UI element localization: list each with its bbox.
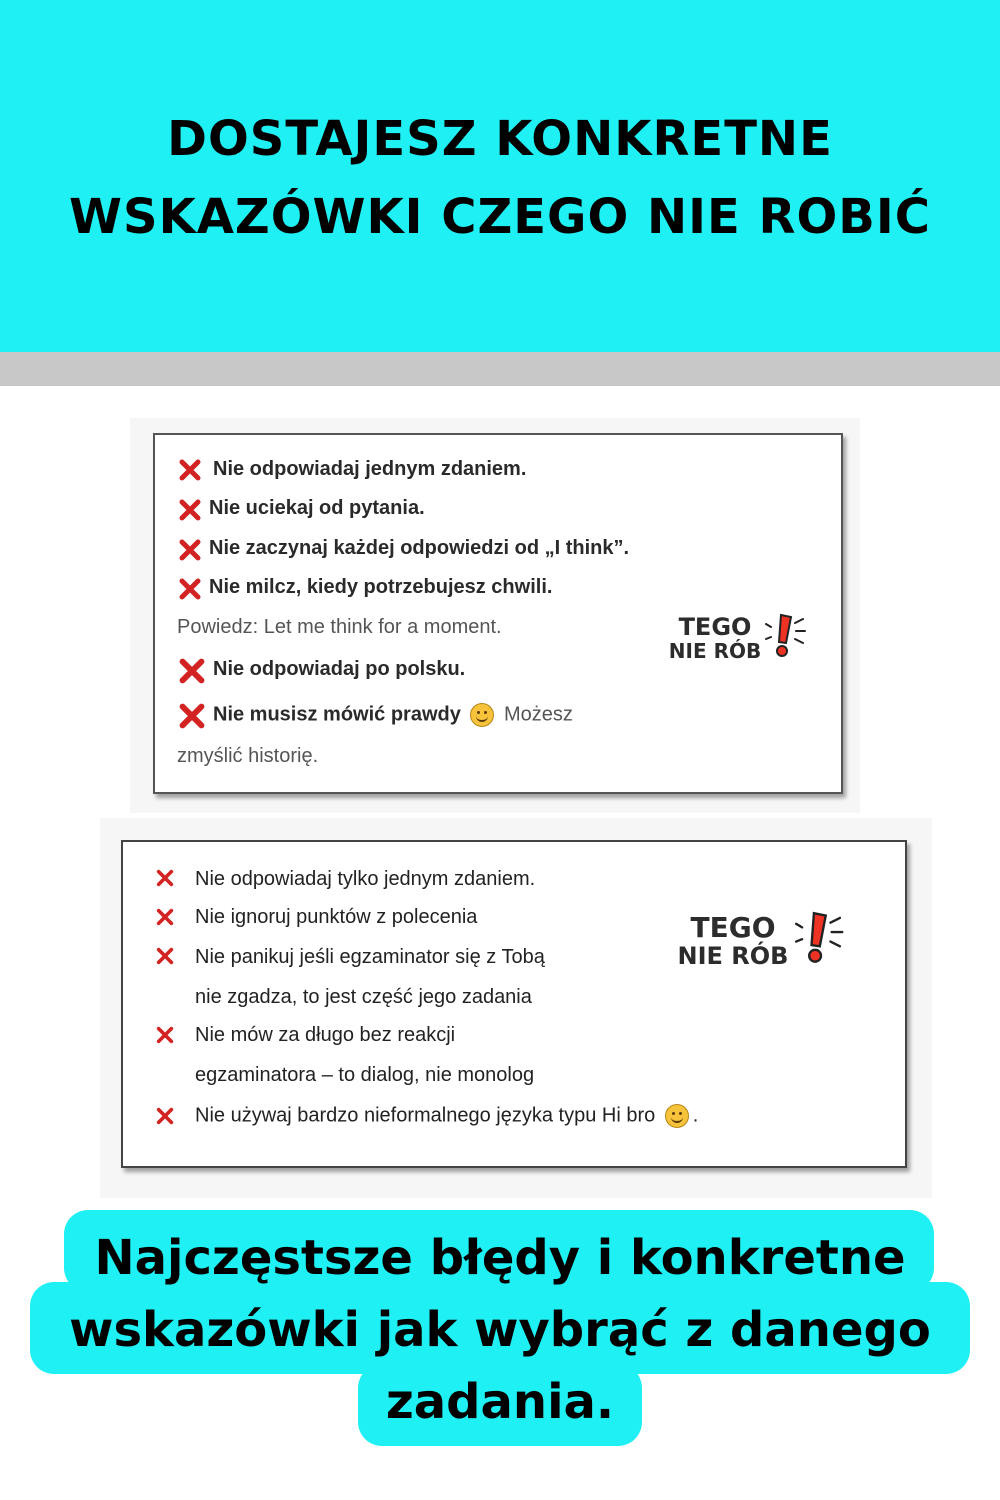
cross-icon (179, 459, 201, 481)
card2-item-1: Nie odpowiadaj tylko jednym zdaniem. (195, 868, 536, 890)
footer-line-3: zadania. (385, 1374, 615, 1430)
tego-nie-rob-badge (663, 615, 767, 661)
badge-line-1: TEGO (678, 613, 752, 641)
header-shadow (0, 352, 1000, 386)
cross-icon (155, 1025, 175, 1045)
card1-item-3: Nie zaczynaj każdej odpowiedzi od „I think”. (209, 537, 630, 559)
badge-line-2: NIE RÓB (668, 639, 762, 663)
card1-item-5: Nie odpowiadaj po polsku. (213, 658, 466, 680)
dont-do-card-2 (121, 840, 907, 1168)
card2-item-2: Nie ignoruj punktów z polecenia (195, 906, 478, 928)
card1-item-6-rest: Możesz (503, 703, 573, 726)
footer-line-1: Najczęstsze błędy i konkretne (94, 1230, 906, 1286)
dont-do-card-1 (153, 433, 843, 794)
card1-item-6 (213, 703, 573, 727)
cross-icon (179, 578, 201, 600)
card1-note: Powiedz: Let me think for a moment. (177, 616, 502, 638)
title-line-2: WSKAZÓWKI CZEGO NIE ROBIĆ (69, 189, 931, 245)
exclamation-icon (795, 908, 847, 968)
cross-icon (155, 946, 175, 966)
card2-item-4: Nie mów za długo bez reakcji (195, 1024, 456, 1046)
page-title (20, 100, 980, 256)
cross-icon (179, 658, 205, 684)
card1-item-4: Nie milcz, kiedy potrzebujesz chwili. (209, 576, 553, 598)
card2-item-3-continuation: nie zgadza, to jest część jego zadania (195, 986, 532, 1008)
cross-icon (155, 868, 175, 888)
smile-emoji-icon (470, 703, 494, 727)
card1-item-2: Nie uciekaj od pytania. (209, 497, 425, 519)
badge-line-1: TEGO (690, 911, 776, 944)
card1-item-6-continuation: zmyślić historię. (177, 745, 319, 767)
card1-item-1: Nie odpowiadaj jednym zdaniem. (213, 458, 527, 480)
cross-icon (155, 1106, 175, 1126)
cross-icon (179, 539, 201, 561)
tego-nie-rob-badge (671, 911, 795, 970)
cross-icon (179, 499, 201, 521)
card2-item-3: Nie panikuj jeśli egzaminator się z Tobą (195, 946, 545, 968)
cross-icon (179, 703, 205, 729)
card2-item-5 (195, 1104, 698, 1128)
exclamation-icon (765, 611, 809, 661)
cross-icon (155, 907, 175, 927)
footer-caption (20, 1222, 980, 1438)
title-line-1: DOSTAJESZ KONKRETNE (167, 111, 833, 167)
card2-item-5-text: Nie używaj bardzo nieformalnego języka typu Hi bro (195, 1104, 656, 1127)
card2-item-5-end: . (692, 1104, 699, 1127)
card1-item-6-bold: Nie musisz mówić prawdy (213, 703, 461, 726)
card2-item-4-continuation: egzaminatora – to dialog, nie monolog (195, 1064, 535, 1086)
footer-line-2: wskazówki jak wybrąć z danego (69, 1302, 931, 1358)
badge-line-2: NIE RÓB (677, 942, 789, 970)
smile-emoji-icon (665, 1104, 689, 1128)
